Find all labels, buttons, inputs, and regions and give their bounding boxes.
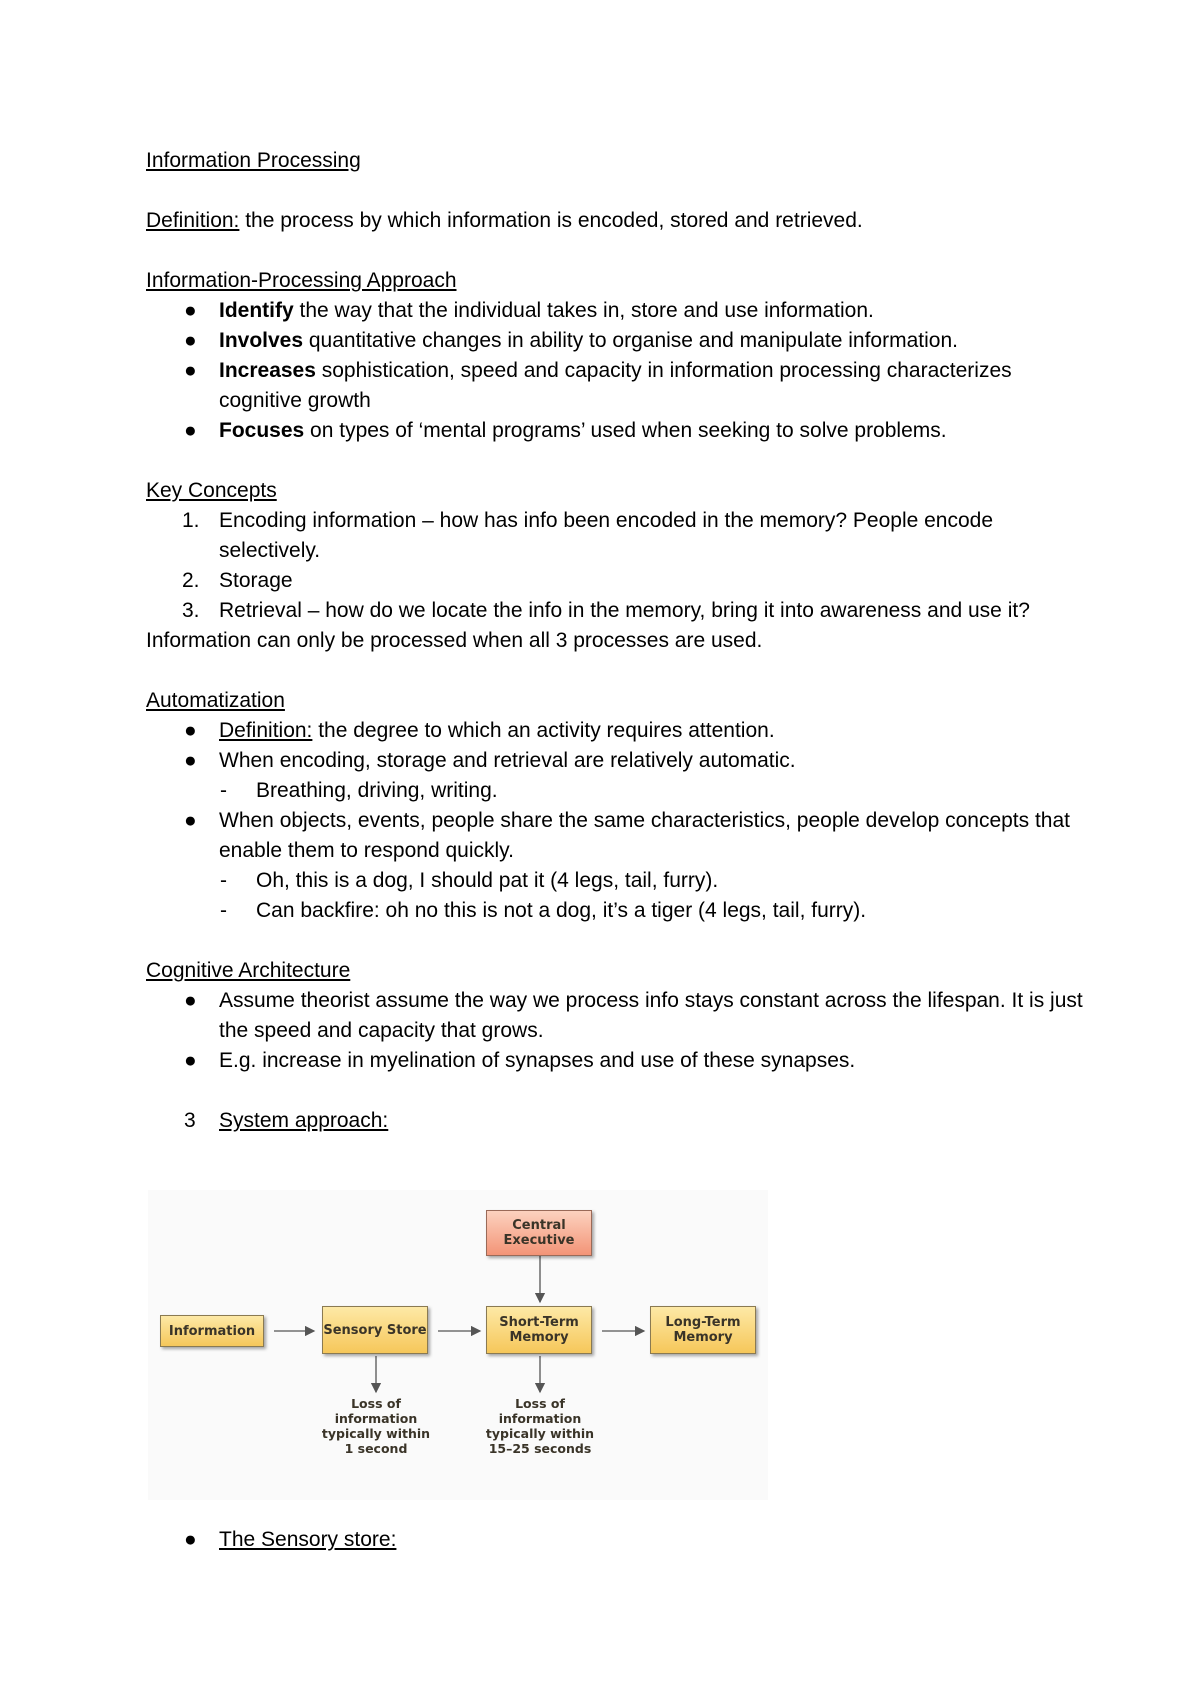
list-item: ● E.g. increase in myelination of synapses and use of these synapses. [146, 1046, 1086, 1076]
list-item: 3. Retrieval – how do we locate the info in the memory, bring it into awareness and use it? [182, 599, 1030, 622]
memory-model-diagram [148, 1190, 768, 1500]
list-item: ● Involves quantitative changes in ability to organise and manipulate information. [146, 326, 1086, 356]
list-item: 1. Encoding information – how has info been encoded in the memory? People encode selectively. [182, 509, 994, 562]
dash-marker: - [220, 779, 227, 802]
sensory-store-box: Sensory Store [322, 1306, 428, 1354]
system-approach-item: 3 System approach: [184, 1109, 389, 1132]
page-title: Information Processing [146, 149, 361, 172]
bullet-icon: ● [184, 989, 197, 1012]
central-executive-box: Central Executive [486, 1210, 592, 1256]
bullet-icon: ● [184, 719, 197, 742]
document-body [146, 146, 1086, 1136]
dash-marker: - [220, 869, 227, 892]
list-item: ● Assume theorist assume the way we process info stays constant across the lifespan. It is just the speed and capacity that grows. [146, 986, 1086, 1046]
sensory-loss-note: Loss of information typically within 1 second [321, 1396, 431, 1456]
definition-label: Definition: [146, 209, 240, 232]
information-box: Information [160, 1315, 264, 1347]
key-concepts-summary: Information can only be processed when all 3 processes are used. [146, 629, 763, 652]
list-item: ● The Sensory store: [146, 1525, 1086, 1555]
sub-list-item: - Breathing, driving, writing. [146, 776, 1086, 806]
bullet-icon: ● [184, 809, 197, 832]
architecture-heading: Cognitive Architecture [146, 959, 351, 982]
automatization-heading: Automatization [146, 689, 285, 712]
long-term-memory-box: Long-Term Memory [650, 1306, 756, 1354]
approach-heading: Information-Processing Approach [146, 269, 457, 292]
sub-list-item: - Oh, this is a dog, I should pat it (4 legs, tail, furry). [146, 866, 1086, 896]
bullet-icon: ● [184, 749, 197, 772]
list-item: ● Definition: the degree to which an activity requires attention. [146, 716, 1086, 746]
list-item: ● When objects, events, people share the same characteristics, people develop concepts that enable them to respond quickly. [146, 806, 1086, 866]
document-body-continued [146, 1525, 1086, 1555]
list-item: 2. Storage [182, 569, 293, 592]
bullet-icon: ● [184, 1049, 197, 1072]
bullet-icon: ● [184, 359, 197, 382]
bullet-icon: ● [184, 299, 197, 322]
bullet-icon: ● [184, 419, 197, 442]
list-item: ● Increases sophistication, speed and capacity in information processing characterizes cognitive growth [146, 356, 1086, 416]
bullet-icon: ● [184, 329, 197, 352]
sub-list-item: - Can backfire: oh no this is not a dog, it’s a tiger (4 legs, tail, furry). [146, 896, 1086, 926]
bullet-icon: ● [184, 1528, 197, 1551]
list-item: ● Focuses on types of ‘mental programs’ used when seeking to solve problems. [146, 416, 1086, 446]
stm-loss-note: Loss of information typically within 15–25 seconds [485, 1396, 595, 1456]
dash-marker: - [220, 899, 227, 922]
key-concepts-heading: Key Concepts [146, 479, 277, 502]
definition-text: the process by which information is encoded, stored and retrieved. [239, 209, 863, 232]
definition-line [146, 206, 1086, 236]
short-term-memory-box: Short-Term Memory [486, 1306, 592, 1354]
list-item: ● When encoding, storage and retrieval are relatively automatic. [146, 746, 1086, 776]
list-item: ● Identify the way that the individual takes in, store and use information. [146, 296, 1086, 326]
